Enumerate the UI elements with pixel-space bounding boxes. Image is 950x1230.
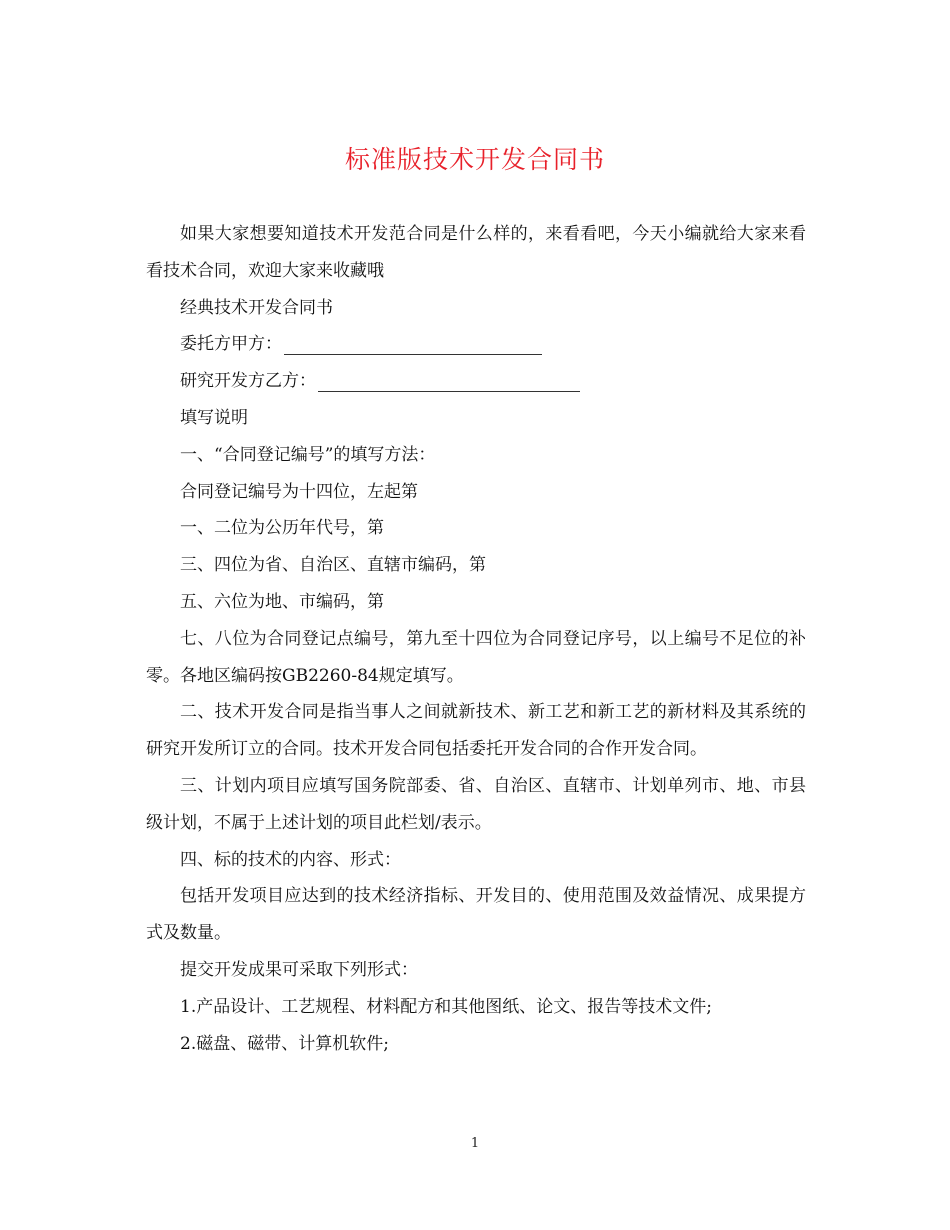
paragraph-item-1-detail-e: 七、八位为合同登记点编号，第九至十四位为合同登记序号，以上编号不足位的补零。各地区编码按GB2260-84规定填写。 <box>146 628 806 686</box>
page-number: 1 <box>470 1136 480 1151</box>
paragraph-intro: 如果大家想要知道技术开发范合同是什么样的，来看看吧，今天小编就给大家来看看技术合同，欢迎大家来收藏哦 <box>146 224 806 281</box>
paragraph-item-2: 二、技术开发合同是指当事人之间就新技术、新工艺和新工艺的新材料及其系统的研究开发所订立的合同。技术开发合同包括委托开发合同的合作开发合同。 <box>146 702 806 760</box>
paragraph-form-2: 2.磁盘、磁带、计算机软件; <box>180 1033 389 1054</box>
paragraph-instructions-heading: 填写说明 <box>180 407 248 428</box>
paragraph-form-1: 1.产品设计、工艺规程、材料配方和其他图纸、论文、报告等技术文件; <box>180 996 712 1017</box>
party-b-label: 研究开发方乙方： <box>180 371 316 392</box>
paragraph-item-1-detail-d: 五、六位为地、市编码，第 <box>180 591 384 612</box>
document-body <box>146 216 806 1062</box>
paragraph-forms-heading: 提交开发成果可采取下列形式： <box>180 959 418 980</box>
party-a-blank-line <box>284 332 542 355</box>
paragraph-item-1-detail-b: 一、二位为公历年代号，第 <box>180 518 384 539</box>
paragraph-item-4-detail: 包括开发项目应达到的技术经济指标、开发目的、使用范围及效益情况、成果提方式及数量。 <box>146 886 806 944</box>
paragraph-party-b <box>146 363 806 400</box>
paragraph-item-1: 一、“合同登记编号”的填写方法： <box>180 444 436 465</box>
party-a-label: 委托方甲方： <box>180 334 282 355</box>
paragraph-party-a <box>146 326 806 363</box>
paragraph-item-1-detail-c: 三、四位为省、自治区、直辖市编码，第 <box>180 555 486 576</box>
paragraph-item-1-detail-a: 合同登记编号为十四位，左起第 <box>180 481 418 502</box>
paragraph-item-3: 三、计划内项目应填写国务院部委、省、自治区、直辖市、计划单列市、地、市县级计划，不属于上述计划的项目此栏划/表示。 <box>146 775 806 833</box>
party-b-blank-line <box>318 369 580 392</box>
paragraph-subtitle: 经典技术开发合同书 <box>180 297 333 318</box>
paragraph-item-4: 四、标的技术的内容、形式： <box>180 849 401 870</box>
document-title: 标准版技术开发合同书 <box>344 145 605 174</box>
